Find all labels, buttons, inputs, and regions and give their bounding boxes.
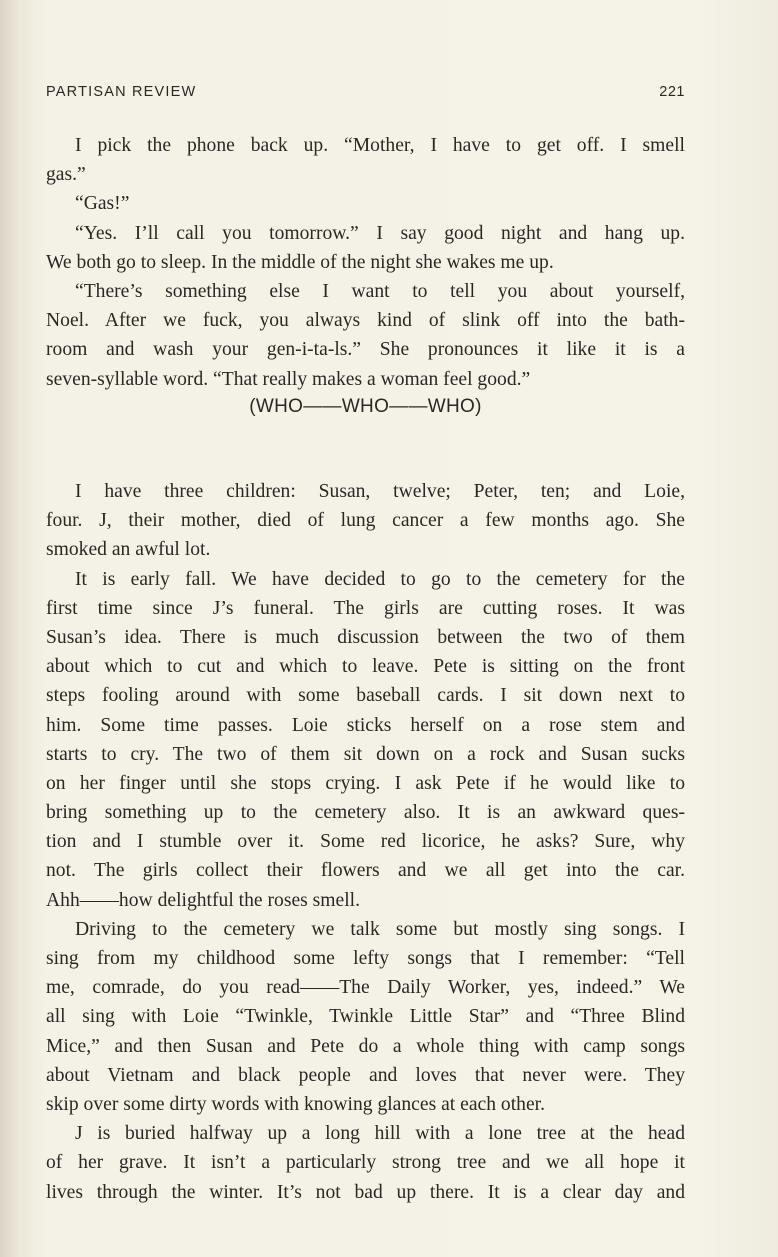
section-heading: (WHO——WHO——WHO): [249, 396, 482, 417]
text-line: It is early fall. We have decided to go to the cemetery for the: [75, 568, 685, 590]
text-line: starts to cry. The two of them sit down on a rock and Susan sucks: [46, 743, 685, 765]
text-line: seven-syllable word. “That really makes a woman feel good.”: [46, 368, 531, 390]
text-line: all sing with Loie “Twinkle, Twinkle Little Star” and “Three Blind: [46, 1006, 685, 1028]
text-line: “Yes. I’ll call you tomorrow.” I say good night and hang up.: [75, 222, 685, 244]
text-line: Noel. After we fuck, you always kind of slink off into the bath-: [46, 310, 685, 332]
paragraph: [46, 915, 685, 1119]
text-line: four. J, their mother, died of lung cancer a few months ago. She: [46, 510, 685, 532]
text-line: I have three children: Susan, twelve; Peter, ten; and Loie,: [75, 481, 685, 502]
text-line: tion and I stumble over it. Some red licorice, he asks? Sure, why: [46, 831, 685, 853]
text-line: room and wash your gen-i-ta-ls.” She pronounces it like it is a: [46, 339, 685, 361]
paragraph: [46, 1119, 685, 1207]
journal-title: PARTISAN REVIEW: [46, 84, 197, 100]
text-line: not. The girls collect their flowers and we all get into the car.: [46, 860, 685, 882]
text-line: lives through the winter. It’s not bad up there. It is a clear day and: [46, 1181, 685, 1203]
text-line: him. Some time passes. Loie sticks herself on a rose stem and: [46, 714, 685, 736]
text-line: sing from my childhood some lefty songs that I remember: “Tell: [46, 948, 685, 969]
text-line: smoked an awful lot.: [46, 539, 211, 561]
paragraph: [46, 277, 685, 394]
text-line: first time since J’s funeral. The girls are cutting roses. It was: [46, 597, 685, 619]
text-line: about Vietnam and black people and loves that never were. They: [46, 1064, 685, 1086]
text-line: J is buried halfway up a long hill with a lone tree at the head: [75, 1123, 685, 1145]
text-line: “Gas!”: [75, 193, 130, 215]
text-line: We both go to sleep. In the middle of the night she wakes me up.: [46, 251, 554, 273]
text-line: of her grave. It isn’t a particularly strong tree and we all hope it: [46, 1152, 685, 1174]
text-line: bring something up to the cemetery also. It is an awkward ques-: [46, 802, 685, 824]
section-1-text: [46, 131, 685, 394]
text-line: steps fooling around with some baseball cards. I sit down next to: [46, 685, 685, 707]
text-line: Driving to the cemetery we talk some but mostly sing songs. I: [75, 918, 685, 940]
text-line: me, comrade, do you read——The Daily Worker, yes, indeed.” We: [46, 977, 685, 999]
text-line: skip over some dirty words with knowing glances at each other.: [46, 1093, 545, 1115]
running-header: [46, 84, 685, 106]
text-line: gas.”: [46, 164, 86, 186]
text-line: Mice,” and then Susan and Pete do a whole thing with camp songs: [46, 1035, 685, 1057]
paragraph: [46, 565, 685, 915]
text-line: on her finger until she stops crying. I ask Pete if he would like to: [46, 772, 685, 794]
paragraph: [46, 131, 685, 189]
section-2-text: [46, 477, 685, 1207]
paragraph: [46, 477, 685, 565]
page-number: 221: [659, 84, 685, 100]
text-line: “There’s something else I want to tell you about yourself,: [75, 280, 685, 302]
text-line: about which to cut and which to leave. Pete is sitting on the front: [46, 656, 685, 678]
paragraph: [46, 219, 685, 277]
paragraph: [46, 189, 685, 218]
text-line: Ahh——how delightful the roses smell.: [46, 889, 361, 911]
text-line: Susan’s idea. There is much discussion between the two of them: [46, 626, 685, 648]
text-line: I pick the phone back up. “Mother, I have to get off. I smell: [75, 135, 685, 156]
